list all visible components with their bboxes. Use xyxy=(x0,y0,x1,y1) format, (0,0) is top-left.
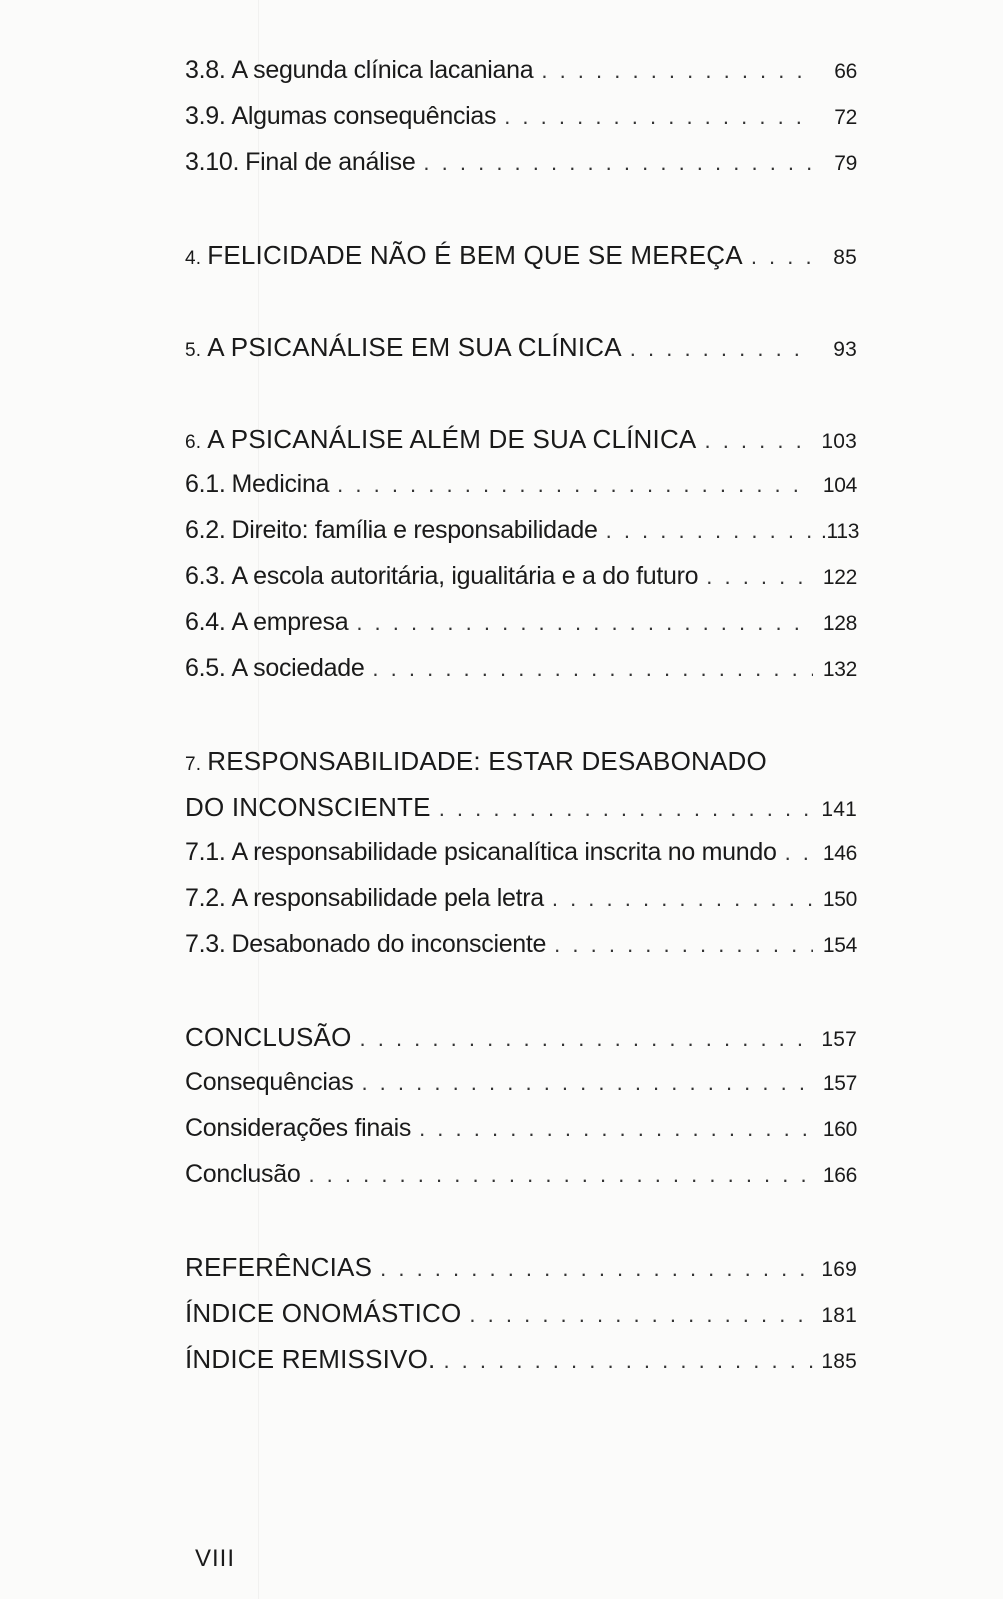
entry-number: 7.2. xyxy=(185,884,226,912)
entry-title: Direito: família e responsabilidade xyxy=(231,516,598,544)
dot-leader xyxy=(443,1348,813,1374)
dot-leader xyxy=(361,1070,813,1096)
entry-number: 6.3. xyxy=(185,562,226,590)
entry-number: 6.5. xyxy=(185,654,226,682)
entry-title: Considerações finais xyxy=(185,1114,412,1142)
dot-leader xyxy=(372,656,813,682)
entry-page: 85 xyxy=(833,246,857,269)
section-gap xyxy=(185,378,857,424)
dot-leader xyxy=(606,518,813,544)
toc-conclusion xyxy=(185,1022,857,1068)
entry-title: CONCLUSÃO xyxy=(185,1022,352,1052)
entry-title: A PSICANÁLISE ALÉM DE SUA CLÍNICA xyxy=(207,424,697,454)
entry-number: 3.8. xyxy=(185,56,226,84)
entry-number: 7. xyxy=(185,754,202,775)
toc-chapter-5 xyxy=(185,332,857,378)
toc-chapter-6 xyxy=(185,424,857,470)
dot-leader xyxy=(504,104,813,130)
dot-leader xyxy=(356,610,813,636)
dot-leader xyxy=(423,150,813,176)
entry-title: Final de análise xyxy=(245,148,416,176)
entry-page: 104 xyxy=(822,474,857,497)
entry-page: 122 xyxy=(822,566,857,589)
entry-number: 6.1. xyxy=(185,470,226,498)
toc-entry-7-1 xyxy=(185,838,857,884)
section-gap xyxy=(185,286,857,332)
entry-number: 3.10. xyxy=(185,148,240,176)
entry-page: 154 xyxy=(822,934,857,957)
entry-page: 66 xyxy=(834,60,857,83)
section-gap xyxy=(185,1206,857,1252)
dot-leader xyxy=(337,472,813,498)
toc-entry-7-2 xyxy=(185,884,857,930)
entry-title: Desabonado do inconsciente xyxy=(231,930,547,958)
entry-title: Algumas consequências xyxy=(231,102,497,130)
toc-entry-6-3 xyxy=(185,562,857,608)
dot-leader xyxy=(630,336,813,362)
entry-page: 132 xyxy=(822,658,857,681)
entry-number: 7.1. xyxy=(185,838,226,866)
page-folio: VIII xyxy=(195,1545,236,1572)
entry-title: ÍNDICE ONOMÁSTICO xyxy=(185,1298,462,1328)
entry-page: 160 xyxy=(822,1118,857,1141)
entry-number: 7.3. xyxy=(185,930,226,958)
dot-leader xyxy=(706,564,813,590)
entry-title: Conclusão xyxy=(185,1160,301,1188)
entry-number: 4. xyxy=(185,248,202,269)
entry-title: ÍNDICE REMISSIVO. xyxy=(185,1344,436,1374)
toc-entry-final-considerations xyxy=(185,1114,857,1160)
section-gap xyxy=(185,194,857,240)
section-gap xyxy=(185,976,857,1022)
toc-entry-consequences xyxy=(185,1068,857,1114)
entry-page: 181 xyxy=(821,1304,857,1327)
table-of-contents xyxy=(185,56,860,1390)
entry-title: A responsabilidade pela letra xyxy=(231,884,544,912)
entry-title: A escola autoritária, igualitária e a do futuro xyxy=(231,562,699,590)
entry-number: 6. xyxy=(185,432,202,453)
entry-page: 166 xyxy=(822,1164,857,1187)
entry-title: A segunda clínica lacaniana xyxy=(231,56,534,84)
toc-name-index xyxy=(185,1298,857,1344)
toc-entry-conclusion-sub xyxy=(185,1160,857,1206)
entry-title: REFERÊNCIAS xyxy=(185,1252,373,1282)
toc-chapter-7-line1 xyxy=(185,746,857,792)
dot-leader xyxy=(704,428,813,454)
dot-leader xyxy=(308,1162,813,1188)
entry-page: 157 xyxy=(822,1072,857,1095)
toc-references xyxy=(185,1252,857,1298)
entry-number: 3.9. xyxy=(185,102,226,130)
toc-entry-3-9 xyxy=(185,102,857,148)
entry-page: 103 xyxy=(821,430,857,453)
toc-entry-7-3 xyxy=(185,930,857,976)
entry-number: 6.4. xyxy=(185,608,226,636)
toc-entry-3-10 xyxy=(185,148,857,194)
entry-page: 79 xyxy=(834,152,857,175)
toc-entry-6-5 xyxy=(185,654,857,700)
toc-chapter-7-line2 xyxy=(185,792,857,838)
entry-number: 6.2. xyxy=(185,516,226,544)
entry-title-continued: DO INCONSCIENTE xyxy=(185,792,431,822)
entry-page: 72 xyxy=(834,106,857,129)
dot-leader xyxy=(552,886,813,912)
dot-leader xyxy=(439,796,813,822)
entry-page: 93 xyxy=(833,338,857,361)
entry-title: A sociedade xyxy=(231,654,365,682)
toc-subject-index xyxy=(185,1344,857,1390)
entry-page: 128 xyxy=(822,612,857,635)
entry-title: Medicina xyxy=(231,470,330,498)
entry-title: RESPONSABILIDADE: ESTAR DESABONADO xyxy=(207,746,767,776)
entry-page: 157 xyxy=(821,1028,857,1051)
dot-leader xyxy=(380,1256,813,1282)
entry-title: A empresa xyxy=(231,608,349,636)
entry-page: 169 xyxy=(821,1258,857,1281)
dot-leader xyxy=(360,1026,814,1052)
dot-leader xyxy=(554,932,813,958)
dot-leader xyxy=(751,244,813,270)
entry-title: A PSICANÁLISE EM SUA CLÍNICA xyxy=(207,332,622,362)
entry-title: A responsabilidade psicanalítica inscrita no mundo xyxy=(231,838,777,866)
dot-leader xyxy=(541,58,813,84)
entry-title: Consequências xyxy=(185,1068,354,1096)
entry-page: 146 xyxy=(822,842,857,865)
dot-leader xyxy=(469,1302,813,1328)
entry-page: .113 xyxy=(821,520,860,543)
entry-page: 141 xyxy=(821,798,857,821)
toc-entry-6-1 xyxy=(185,470,857,516)
toc-chapter-4 xyxy=(185,240,857,286)
entry-number: 5. xyxy=(185,340,202,361)
dot-leader xyxy=(785,840,813,866)
toc-entry-6-2 xyxy=(185,516,860,562)
entry-page: 150 xyxy=(822,888,857,911)
entry-page: 185 xyxy=(821,1350,857,1373)
toc-entry-3-8 xyxy=(185,56,857,102)
dot-leader xyxy=(419,1116,813,1142)
section-gap xyxy=(185,700,857,746)
entry-title: FELICIDADE NÃO É BEM QUE SE MEREÇA xyxy=(207,240,743,270)
toc-entry-6-4 xyxy=(185,608,857,654)
